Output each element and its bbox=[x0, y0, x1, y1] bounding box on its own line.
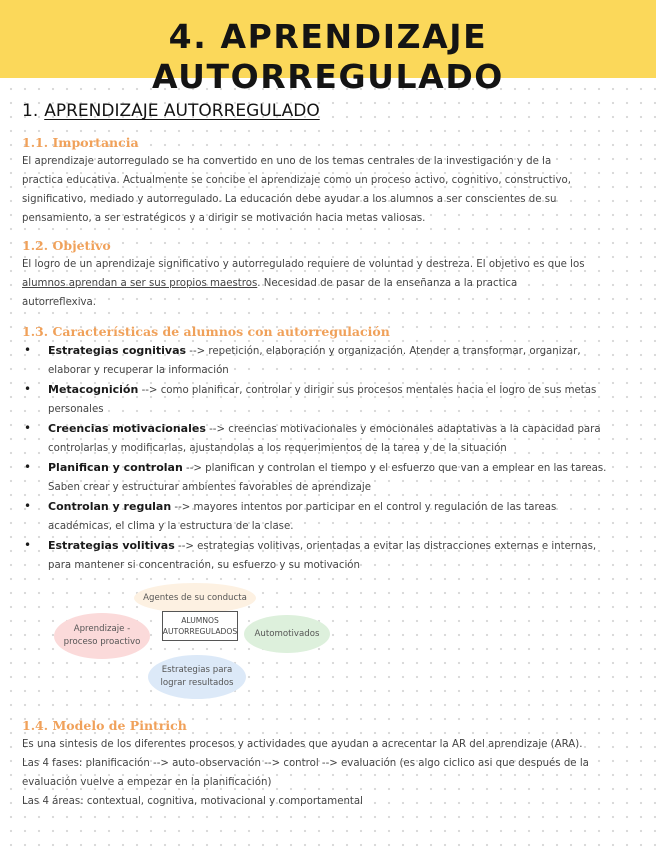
list-item bbox=[22, 419, 632, 458]
bullet-icon: • bbox=[24, 538, 32, 552]
caracteristicas-list bbox=[22, 341, 632, 575]
section-title: APRENDIZAJE AUTORREGULADO bbox=[44, 101, 320, 121]
page-title: 4. APRENDIZAJE AUTORREGULADO bbox=[152, 17, 504, 96]
list-item-text-cont: controlarlas y modificarlas, ajustandolas a los requerimientos de la tarea y de la situación bbox=[48, 443, 507, 454]
list-item-term: Creencias motivacionales bbox=[48, 422, 206, 435]
center-box-label: ALUMNOS AUTORREGULADOS bbox=[162, 616, 238, 636]
bubble-label: Estrategias para lograr resultados bbox=[160, 665, 234, 688]
center-box-alumnos bbox=[162, 611, 238, 641]
bubble-automotivados bbox=[244, 615, 330, 653]
heading-objetivo: 1.2. Objetivo bbox=[22, 238, 111, 253]
bullet-icon: • bbox=[24, 382, 32, 396]
pintrich-line: Las 4 fases: planificación --> auto-observación --> control --> evaluación (es algo ciclico asi que después de la bbox=[22, 758, 589, 769]
list-item-text: --> repetición, elaboración y organización. Atender a transformar, organizar, bbox=[186, 346, 581, 357]
list-item-text: --> estrategias volitivas, orientadas a evitar las distracciones externas e internas, bbox=[174, 541, 597, 552]
list-item-text-cont: para mantener si concentración, su esfuerzo y su motivación bbox=[48, 560, 360, 571]
bubble-label: Agentes de su conducta bbox=[143, 592, 247, 603]
heading-caracteristicas: 1.3. Características de alumnos con autorregulación bbox=[22, 324, 390, 339]
importancia-line: El aprendizaje autorregulado se ha convertido en uno de los temas centrales de la investigación y de la bbox=[22, 156, 552, 167]
bubble-agentes bbox=[134, 583, 256, 613]
list-item bbox=[22, 458, 632, 497]
list-item bbox=[22, 497, 632, 536]
title-banner bbox=[0, 0, 656, 96]
list-item-term: Estrategias cognitivas bbox=[48, 344, 187, 357]
heading-pintrich: 1.4. Modelo de Pintrich bbox=[22, 718, 187, 733]
objetivo-line: . Necesidad de pasar de la enseñanza a la practica bbox=[257, 278, 518, 289]
list-item bbox=[22, 341, 632, 380]
section-heading bbox=[22, 98, 632, 124]
list-item-text-cont: personales bbox=[48, 404, 104, 415]
bullet-icon: • bbox=[24, 421, 32, 435]
importancia-paragraph bbox=[22, 152, 632, 228]
importancia-line: significativo, mediado y autorregulado. La educación debe ayudar a los alumnos a ser conscientes de su bbox=[22, 194, 557, 205]
bubble-aprendizaje bbox=[54, 613, 150, 659]
pintrich-paragraph bbox=[22, 735, 632, 811]
bullet-icon: • bbox=[24, 499, 32, 513]
list-item-term: Controlan y regulan bbox=[48, 500, 172, 513]
list-item bbox=[22, 380, 632, 419]
pintrich-line: Es una sintesis de los diferentes procesos y actividades que ayudan a acrecentar la AR del aprendizaje (ARA). bbox=[22, 739, 583, 750]
list-item-text-cont: elaborar y recuperar la información bbox=[48, 365, 229, 376]
concept-diagram bbox=[22, 581, 632, 709]
objetivo-line: autorreflexiva. bbox=[22, 297, 97, 308]
objetivo-line: El logro de un aprendizaje significativo y autorregulado requiere de voluntad y destreza. El objetivo es que los bbox=[22, 259, 585, 270]
document-body bbox=[22, 96, 632, 811]
list-item-term: Estrategias volitivas bbox=[48, 539, 175, 552]
heading-importancia: 1.1. Importancia bbox=[22, 135, 139, 150]
bubble-label: Aprendizaje - proceso proactivo bbox=[63, 624, 141, 647]
list-item-text: --> como planificar, controlar y dirigir sus procesos mentales hacia el logro de sus metas bbox=[138, 385, 597, 396]
importancia-line: pensamiento, a ser estratégicos y a dirigir se motivación hacia metas valiosas. bbox=[22, 213, 426, 224]
section-number: 1. bbox=[22, 101, 39, 121]
list-item bbox=[22, 536, 632, 575]
list-item-term: Planifican y controlan bbox=[48, 461, 183, 474]
list-item-term: Metacognición bbox=[48, 383, 139, 396]
objetivo-paragraph bbox=[22, 255, 632, 312]
list-item-text: --> creencias motivacionales y emocionales adaptativas a la capacidad para bbox=[205, 424, 601, 435]
objetivo-underlined-phrase: alumnos aprendan a ser sus propios maestros bbox=[22, 278, 258, 289]
pintrich-line: evaluación vuelve a empezar en la planificación) bbox=[22, 777, 272, 788]
list-item-text: --> planifican y controlan el tiempo y el esfuerzo que van a emplear en las tareas. bbox=[182, 463, 607, 474]
list-item-text: --> mayores intentos por participar en el control y regulación de las tareas bbox=[171, 502, 557, 513]
pintrich-line: Las 4 áreas: contextual, cognitiva, motivacional y comportamental bbox=[22, 796, 363, 807]
bubble-estrategias bbox=[148, 655, 246, 699]
list-item-text-cont: académicas, el clima y la estructura de la clase. bbox=[48, 521, 294, 532]
bubble-label: Automotivados bbox=[254, 628, 320, 639]
list-item-text-cont: Saben crear y estructurar ambientes favorables de aprendizaje bbox=[48, 482, 372, 493]
bullet-icon: • bbox=[24, 460, 32, 474]
bullet-icon: • bbox=[24, 343, 32, 357]
importancia-line: practica educativa. Actualmente se concibe el aprendizaje como un proceso activo, cognitivo, constructivo, bbox=[22, 175, 571, 186]
